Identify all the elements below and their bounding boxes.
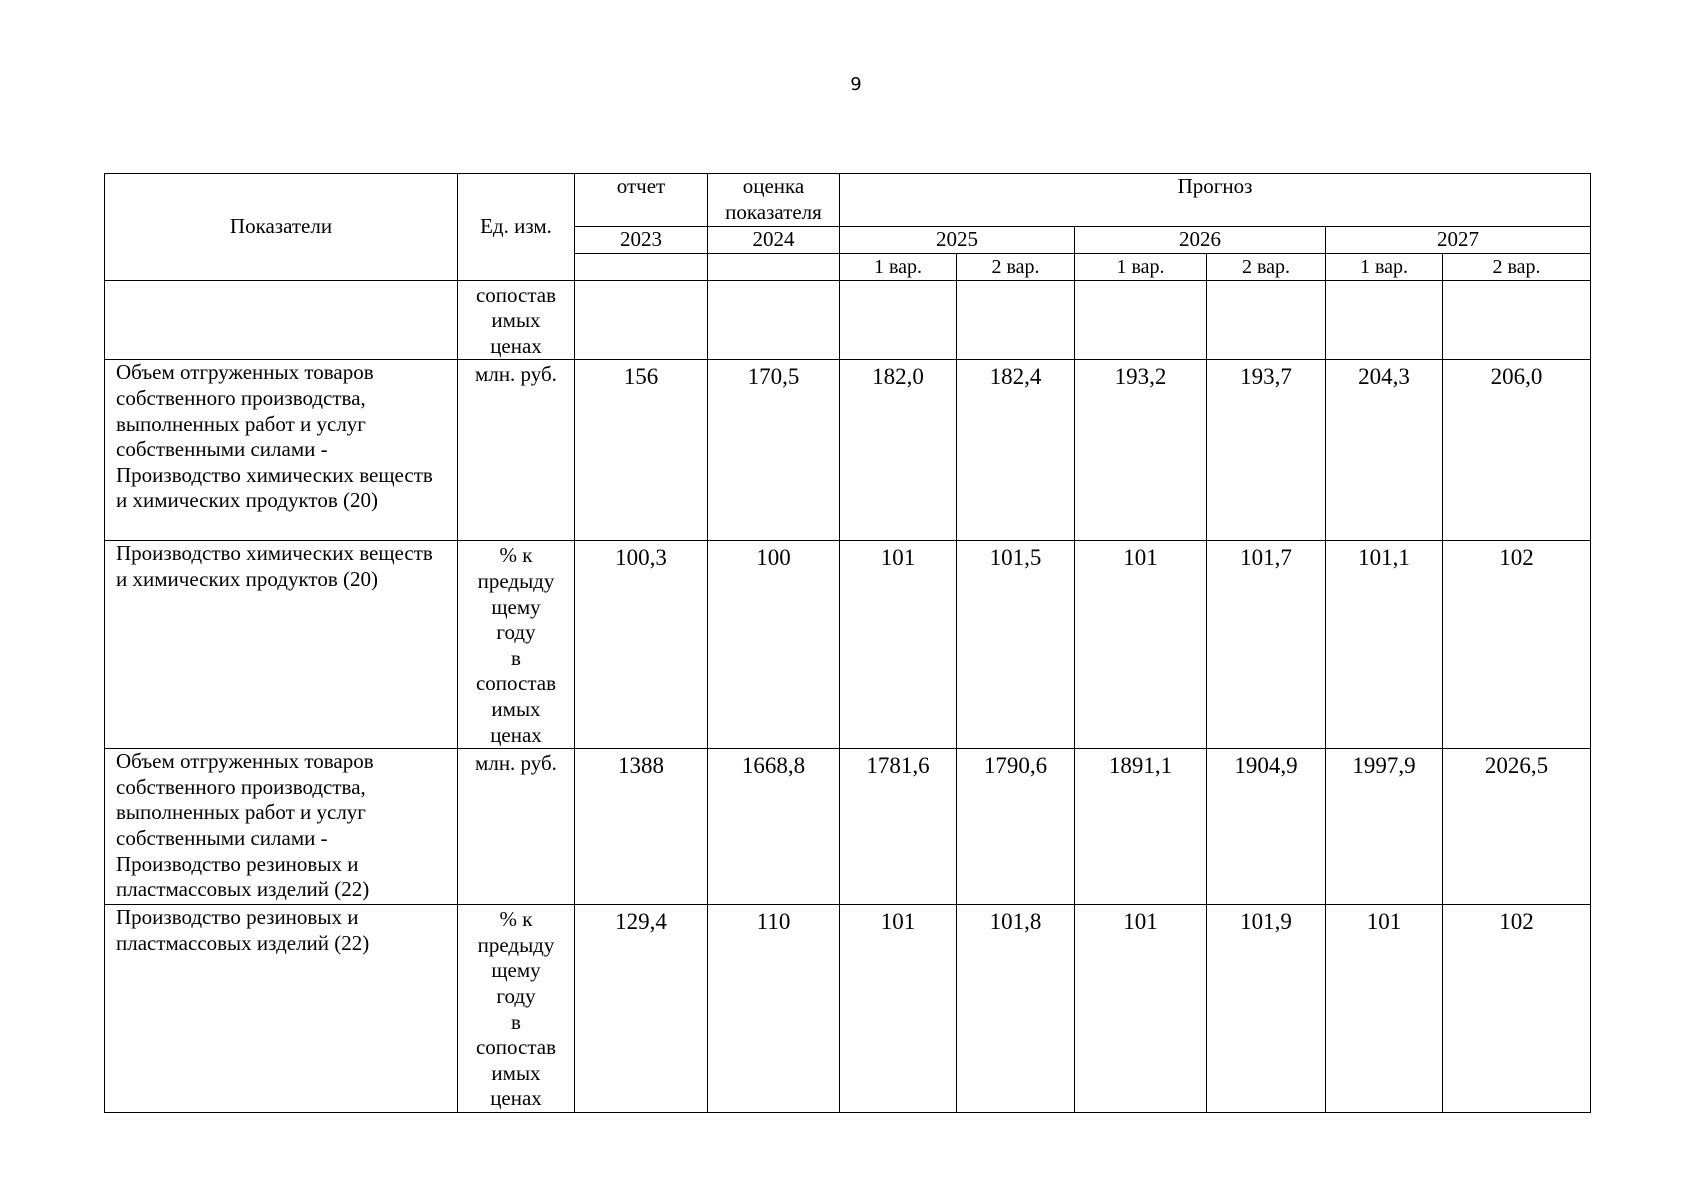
value-cell: 102 bbox=[1443, 541, 1591, 749]
forecast-table bbox=[104, 173, 1591, 1113]
indicator-name-cell: Производство резиновых и пластмассовых изделий (22) bbox=[105, 905, 458, 1113]
header-indicator: Показатели bbox=[105, 174, 458, 281]
unit-line: ценах bbox=[490, 1086, 542, 1111]
unit-cell bbox=[458, 905, 575, 1113]
header-forecast: Прогноз bbox=[840, 174, 1591, 227]
header-year-2026: 2026 bbox=[1075, 227, 1326, 254]
value-cell: 101 bbox=[1075, 541, 1207, 749]
header-variant-2026-2: 2 вар. bbox=[1207, 253, 1326, 280]
header-year-2024: 2024 bbox=[708, 227, 840, 254]
value-cell: 101,8 bbox=[957, 905, 1075, 1113]
value-cell: 1668,8 bbox=[708, 749, 840, 905]
unit-line: сопостав bbox=[475, 282, 557, 307]
unit-line: предыду bbox=[477, 932, 555, 957]
unit-cell bbox=[458, 541, 575, 749]
value-cell: 1904,9 bbox=[1207, 749, 1326, 905]
unit-line: имых bbox=[491, 308, 541, 333]
page-number: 9 bbox=[850, 74, 862, 95]
value-cell: 2026,5 bbox=[1443, 749, 1591, 905]
value-cell: 101,1 bbox=[1326, 541, 1443, 749]
unit-line: сопостав bbox=[475, 1035, 557, 1060]
unit-cell bbox=[458, 360, 575, 541]
value-cell: 101,5 bbox=[957, 541, 1075, 749]
header-report-spacer bbox=[575, 253, 708, 280]
value-cell: 1781,6 bbox=[840, 749, 957, 905]
continuation-unit-cell bbox=[458, 280, 575, 360]
unit-line: имых bbox=[491, 696, 541, 721]
table-row bbox=[105, 360, 1591, 541]
header-year-2025: 2025 bbox=[840, 227, 1075, 254]
unit-line: в bbox=[511, 645, 521, 670]
header-year-2023: 2023 bbox=[575, 227, 708, 254]
continuation-value-cell bbox=[1326, 280, 1443, 360]
table-row bbox=[105, 541, 1591, 749]
header-unit: Ед. изм. bbox=[458, 174, 575, 281]
value-cell: 193,7 bbox=[1207, 360, 1326, 541]
unit-line: году bbox=[496, 983, 536, 1008]
value-cell: 170,5 bbox=[708, 360, 840, 541]
unit-line: % к bbox=[499, 543, 533, 568]
value-cell: 182,4 bbox=[957, 360, 1075, 541]
value-cell: 101,7 bbox=[1207, 541, 1326, 749]
unit-line: предыду bbox=[477, 568, 555, 593]
unit-line: щему bbox=[491, 958, 541, 983]
header-variant-2027-1: 1 вар. bbox=[1326, 253, 1443, 280]
value-cell: 110 bbox=[708, 905, 840, 1113]
unit-line: сопостав bbox=[475, 671, 557, 696]
unit-line: млн. руб. bbox=[475, 751, 557, 776]
header-variant-2027-2: 2 вар. bbox=[1443, 253, 1591, 280]
continuation-value-cell bbox=[1207, 280, 1326, 360]
unit-line: году bbox=[496, 620, 536, 645]
unit-line: щему bbox=[491, 594, 541, 619]
header-variant-2025-2: 2 вар. bbox=[957, 253, 1075, 280]
table-header bbox=[105, 174, 1591, 281]
value-cell: 102 bbox=[1443, 905, 1591, 1113]
value-cell: 1891,1 bbox=[1075, 749, 1207, 905]
indicator-name-cell: Объем отгруженных товаров собственного производства, выполненных работ и услуг собственными силами - Производство резиновых и пластмассовых изделий (22) bbox=[105, 749, 458, 905]
header-estimate-text: оценка показателя bbox=[725, 174, 822, 224]
continuation-value-cell bbox=[840, 280, 957, 360]
unit-cell bbox=[458, 749, 575, 905]
header-variant-2025-1: 1 вар. bbox=[840, 253, 957, 280]
table-row-continuation bbox=[105, 280, 1591, 360]
unit-line: имых bbox=[491, 1060, 541, 1085]
header-variant-2026-1: 1 вар. bbox=[1075, 253, 1207, 280]
value-cell: 101 bbox=[840, 541, 957, 749]
value-cell: 100 bbox=[708, 541, 840, 749]
continuation-value-cell bbox=[708, 280, 840, 360]
value-cell: 1790,6 bbox=[957, 749, 1075, 905]
header-report: отчет bbox=[575, 174, 708, 227]
value-cell: 100,3 bbox=[575, 541, 708, 749]
header-estimate bbox=[708, 174, 840, 227]
value-cell: 156 bbox=[575, 360, 708, 541]
indicator-name-cell: Производство химических веществ и химических продуктов (20) bbox=[105, 541, 458, 749]
table-row bbox=[105, 905, 1591, 1113]
continuation-name-cell bbox=[105, 280, 458, 360]
value-cell: 101 bbox=[1075, 905, 1207, 1113]
header-year-2027: 2027 bbox=[1326, 227, 1591, 254]
value-cell: 101,9 bbox=[1207, 905, 1326, 1113]
continuation-value-cell bbox=[575, 280, 708, 360]
value-cell: 129,4 bbox=[575, 905, 708, 1113]
table-row bbox=[105, 749, 1591, 905]
unit-line: ценах bbox=[490, 333, 542, 358]
continuation-value-cell bbox=[1443, 280, 1591, 360]
value-cell: 193,2 bbox=[1075, 360, 1207, 541]
unit-line: млн. руб. bbox=[475, 362, 557, 387]
value-cell: 101 bbox=[840, 905, 957, 1113]
value-cell: 101 bbox=[1326, 905, 1443, 1113]
continuation-value-cell bbox=[1075, 280, 1207, 360]
indicator-name-cell: Объем отгруженных товаров собственного производства, выполненных работ и услуг собственными силами - Производство химических веществ и химических продуктов (20) bbox=[105, 360, 458, 541]
unit-line: в bbox=[511, 1009, 521, 1034]
value-cell: 206,0 bbox=[1443, 360, 1591, 541]
table-body bbox=[105, 280, 1591, 1112]
value-cell: 1388 bbox=[575, 749, 708, 905]
unit-line: ценах bbox=[490, 722, 542, 747]
header-estimate-spacer bbox=[708, 253, 840, 280]
continuation-value-cell bbox=[957, 280, 1075, 360]
value-cell: 1997,9 bbox=[1326, 749, 1443, 905]
value-cell: 182,0 bbox=[840, 360, 957, 541]
value-cell: 204,3 bbox=[1326, 360, 1443, 541]
unit-line: % к bbox=[499, 907, 533, 932]
